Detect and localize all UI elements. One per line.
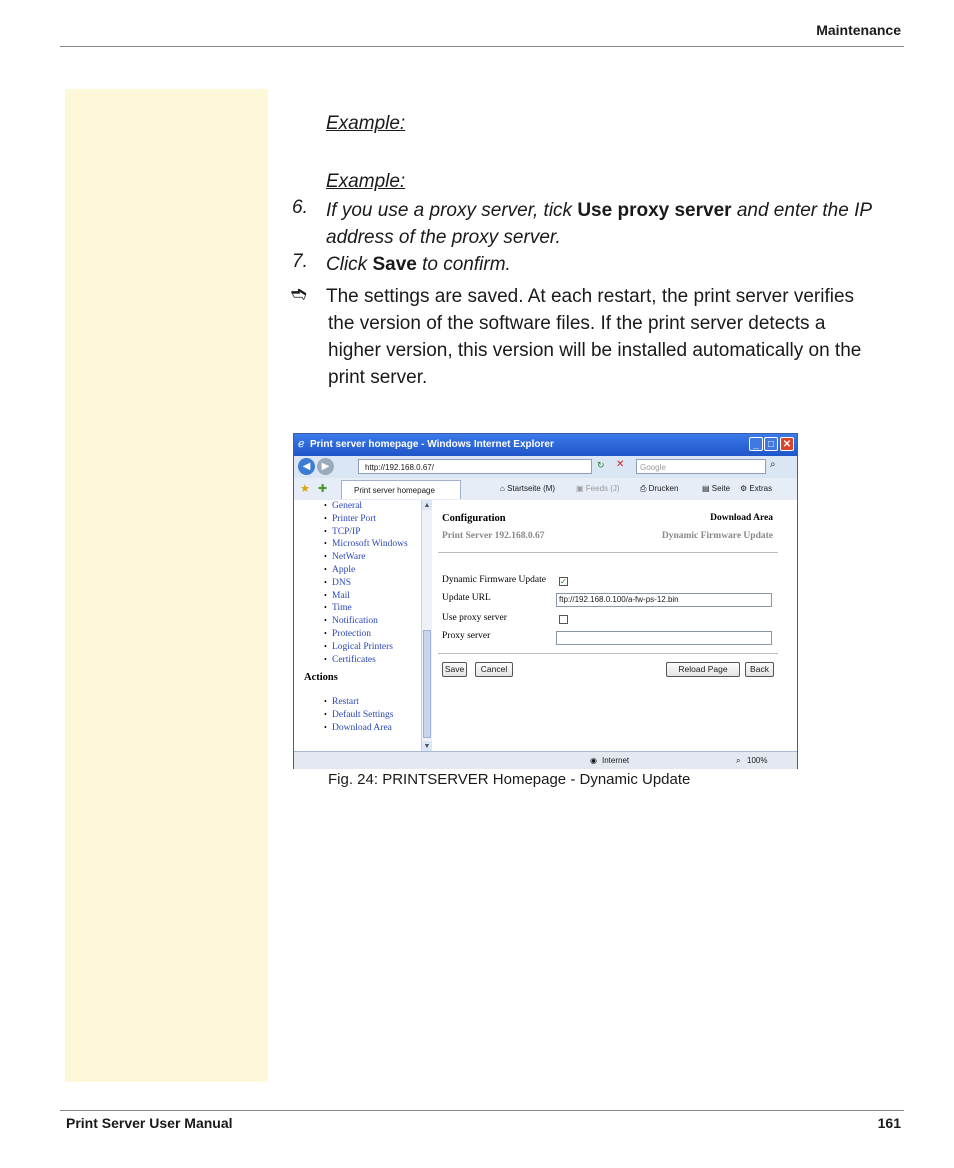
toolbar-page[interactable]: ▤ Seite: [702, 484, 731, 493]
margin-band: [65, 89, 268, 1082]
use-proxy-checkbox[interactable]: [559, 615, 568, 624]
example-label: Example:: [326, 171, 406, 192]
back-button[interactable]: Back: [745, 662, 774, 677]
nav-item[interactable]: • Printer Port: [304, 513, 422, 526]
step-6-text: If you use a proxy server, tick Use proxy server and enter the IP address of the proxy server.: [326, 200, 873, 248]
ie-icon: ℯ: [298, 438, 305, 450]
cancel-button[interactable]: Cancel: [475, 662, 513, 677]
scroll-down-icon[interactable]: ▼: [423, 742, 431, 750]
internet-zone-icon: ◉: [590, 756, 597, 765]
nav-list: [304, 500, 422, 666]
favorites-star-icon[interactable]: ★: [300, 483, 310, 495]
minimize-icon[interactable]: _: [749, 437, 763, 451]
config-heading: Configuration: [442, 513, 506, 524]
result-text: The settings are saved. At each restart, the print server verifies the version of the software files. If the print server detects a higher version, this version will be installed automatically on the print server.: [326, 286, 862, 388]
nav-scrollbar[interactable]: [421, 500, 432, 751]
refresh-icon[interactable]: ↻: [597, 460, 605, 470]
nav-item[interactable]: • NetWare: [304, 551, 422, 564]
step-7-text: Click Save to confirm.: [326, 254, 511, 275]
forward-arrow-icon[interactable]: ▶: [317, 458, 334, 475]
reload-page-button[interactable]: Reload Page: [666, 662, 740, 677]
nav-item[interactable]: • TCP/IP: [304, 526, 422, 539]
footer-rule: [60, 1110, 904, 1111]
nav-item[interactable]: • DNS: [304, 577, 422, 590]
nav-item[interactable]: • Logical Printers: [304, 641, 422, 654]
update-url-label: Update URL: [442, 593, 491, 603]
maximize-icon[interactable]: □: [764, 437, 778, 451]
zoom-icon[interactable]: ⌕: [736, 756, 741, 765]
search-input[interactable]: Google: [636, 459, 766, 474]
divider: [438, 653, 778, 654]
nav-item[interactable]: • Mail: [304, 590, 422, 603]
server-name: Print Server 192.168.0.67: [442, 531, 545, 541]
dfu-checkbox[interactable]: ✓: [560, 577, 567, 586]
action-item[interactable]: • Default Settings: [304, 709, 422, 722]
header-rule: [60, 46, 904, 47]
search-icon[interactable]: ⌕: [770, 459, 776, 470]
browser-screenshot: [293, 433, 798, 769]
toolbar-print[interactable]: ⎙ Drucken: [640, 484, 679, 493]
step-number: 7.: [292, 251, 308, 272]
nav-item[interactable]: • Certificates: [304, 654, 422, 667]
window-titlebar: [294, 434, 797, 456]
nav-item[interactable]: • Time: [304, 602, 422, 615]
use-proxy-label: Use proxy server: [442, 613, 507, 623]
address-bar: [294, 456, 797, 479]
close-icon[interactable]: ✕: [780, 437, 794, 451]
nav-item[interactable]: • Microsoft Windows: [304, 538, 422, 551]
figure-caption: Fig. 24: PRINTSERVER Homepage - Dynamic Update: [328, 771, 691, 788]
toolbar-extras[interactable]: ⚙ Extras: [740, 484, 773, 493]
action-item[interactable]: • Restart: [304, 696, 422, 709]
footer-title: Print Server User Manual: [66, 1115, 233, 1131]
nav-item[interactable]: • Apple: [304, 564, 422, 577]
actions-list: [304, 696, 422, 734]
actions-heading: Actions: [304, 672, 338, 683]
page-number: 161: [877, 1115, 901, 1131]
add-favorites-icon[interactable]: ✚: [318, 483, 328, 495]
browser-content: [294, 500, 797, 751]
tab-bar: [294, 478, 797, 501]
dfu-label: Dynamic Firmware Update: [442, 575, 546, 585]
tab-print-server[interactable]: Print server homepage: [341, 480, 461, 499]
section-title: Maintenance: [816, 22, 901, 38]
toolbar-feeds[interactable]: ▣ Feeds (J): [576, 484, 620, 493]
nav-item[interactable]: • Protection: [304, 628, 422, 641]
scroll-thumb[interactable]: [423, 630, 431, 738]
back-arrow-icon[interactable]: ◀: [298, 458, 315, 475]
url-input[interactable]: http://192.168.0.67/: [358, 459, 592, 474]
scroll-up-icon[interactable]: ▲: [423, 501, 431, 509]
internet-zone: Internet: [602, 756, 630, 765]
window-title: Print server homepage - Windows Internet Explorer: [310, 439, 554, 450]
example-label: Example:: [326, 113, 406, 134]
stop-icon[interactable]: ✕: [616, 459, 625, 470]
proxy-server-label: Proxy server: [442, 631, 491, 641]
proxy-server-input[interactable]: [556, 631, 772, 645]
update-url-input[interactable]: ftp://192.168.0.100/a-fw-ps-12.bin: [556, 593, 772, 607]
nav-item[interactable]: • General: [304, 500, 422, 513]
save-button[interactable]: Save: [442, 662, 467, 677]
divider: [438, 552, 778, 553]
download-area-heading: Download Area: [710, 513, 773, 523]
toolbar-home[interactable]: ⌂ Startseite (M): [500, 484, 556, 493]
nav-item[interactable]: • Notification: [304, 615, 422, 628]
zoom-level[interactable]: 100%: [747, 756, 768, 765]
status-bar: [294, 751, 797, 769]
step-number: 6.: [292, 197, 308, 218]
dynamic-update-subheading: Dynamic Firmware Update: [661, 531, 773, 541]
action-item[interactable]: • Download Area: [304, 722, 422, 735]
result-arrow-icon: ➬: [291, 284, 307, 305]
